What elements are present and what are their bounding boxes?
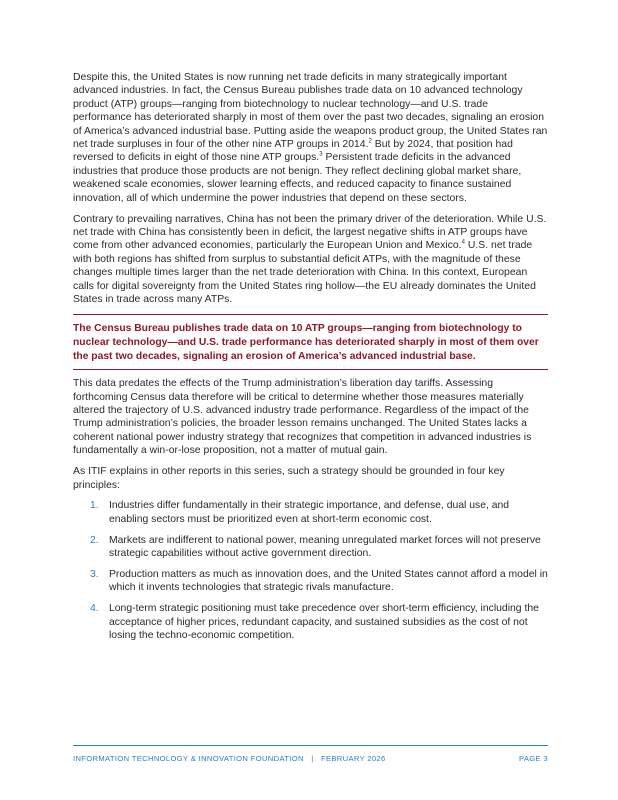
footnote-marker[interactable]: 4 (461, 239, 465, 246)
list-item (90, 499, 548, 526)
list-number: 4. (90, 603, 99, 615)
list-item (90, 568, 548, 595)
paragraph-trade-deficits (73, 71, 548, 205)
list-item (90, 534, 548, 561)
footer-left (73, 754, 386, 763)
paragraph-text: But by 2024, that position had reversed to deficits in eight of those nine ATP groups. (73, 139, 513, 164)
footnote-marker[interactable]: 3 (319, 151, 323, 158)
list-number: 3. (90, 569, 99, 581)
paragraph-tariffs: This data predates the effects of the Trump administration’s liberation day tariffs. Assessing forthcoming Census data therefore will be critical to determine whether those measures materially altered the trajectory of U.S. advanced industry trade performance. Regardless of the impact of the Trump administration’s policies, the broader lesson remains unchanged. The United States lacks a coherent national power industry strategy that recognizes that competition in advanced industries is fundamentally a win-or-lose proposition, not a matter of mutual gain. (73, 378, 532, 457)
footer-separator: | (311, 754, 314, 763)
page-footer (73, 745, 548, 763)
paragraph-text: Contrary to prevailing narratives, China has not been the primary driver of the deterioration. While U.S. net trade with China has consistently been in deficit, the largest negative shifts in ATP groups have come from other advanced economies, particularly the European Union and Mexico. (73, 213, 547, 252)
paragraph-principles-intro: As ITIF explains in other reports in this series, such a strategy should be grounded in four key principles: (73, 466, 505, 491)
list-number: 1. (90, 500, 99, 512)
pull-quote (73, 314, 548, 370)
principles-list (73, 499, 548, 642)
paragraph-text: Persistent trade deficits in the advanced industries that produce those products are not benign. They reflect declining global market share, weakened scale economies, slower learning effects, and reduced capacity to finance sustained innovation, all of which undermine the power industries that depend on these sectors. (73, 152, 522, 204)
document-body (73, 71, 548, 650)
footer-organization: INFORMATION TECHNOLOGY & INNOVATION FOUNDATION (73, 754, 304, 763)
paragraph-text: Despite this, the United States is now running net trade deficits in many strategically important advanced industries. In fact, the Census Bureau publishes trade data on 10 advanced technology product (ATP) groups—ranging from biotechnology to nuclear technology—and U.S. trade performance has deteriorated sharply in most of them over the past two decades, signaling an erosion of America’s advanced industrial base. Putting aside the weapons product group, the United States ran net trade surpluses in four of the other nine ATP groups in 2014. (73, 72, 548, 151)
list-item-text: Long-term strategic positioning must take precedence over short-term efficiency, including the acceptance of higher prices, redundant capacity, and sustained subsidies as the cost of not losing the techno-economic competition. (109, 603, 539, 642)
footnote-marker[interactable]: 2 (368, 138, 372, 145)
paragraph-text: U.S. net trade with both regions has shifted from surplus to substantial deficit ATPs, with the magnitude of these changes multiple times larger than the net trade deterioration with China. In this context, European calls for digital sovereignty from the United States ring hollow—the EU already dominates the United States in trade across many ATPs. (73, 240, 536, 305)
list-item-text: Markets are indifferent to national power, meaning unregulated market forces will not preserve strategic capabilities without active government direction. (109, 534, 541, 560)
list-item (90, 602, 548, 642)
page-number: PAGE 3 (519, 754, 548, 763)
paragraph-china-narrative (73, 213, 548, 307)
footer-date: FEBRUARY 2026 (320, 754, 386, 763)
list-item-text: Production matters as much as innovation does, and the United States cannot afford a model in which it invents technologies that strategic rivals manufacture. (109, 569, 548, 594)
list-item-text: Industries differ fundamentally in their strategic importance, and defense, dual use, and enabling sectors must be prioritized even at short-term economic cost. (109, 500, 510, 525)
pull-quote-text: The Census Bureau publishes trade data on 10 ATP groups—ranging from biotechnology to nuclear technology—and U.S. trade performance has deteriorated sharply in most of them over the past two decades, signaling an erosion of America’s advanced industrial base. (73, 323, 539, 362)
list-number: 2. (90, 534, 99, 546)
